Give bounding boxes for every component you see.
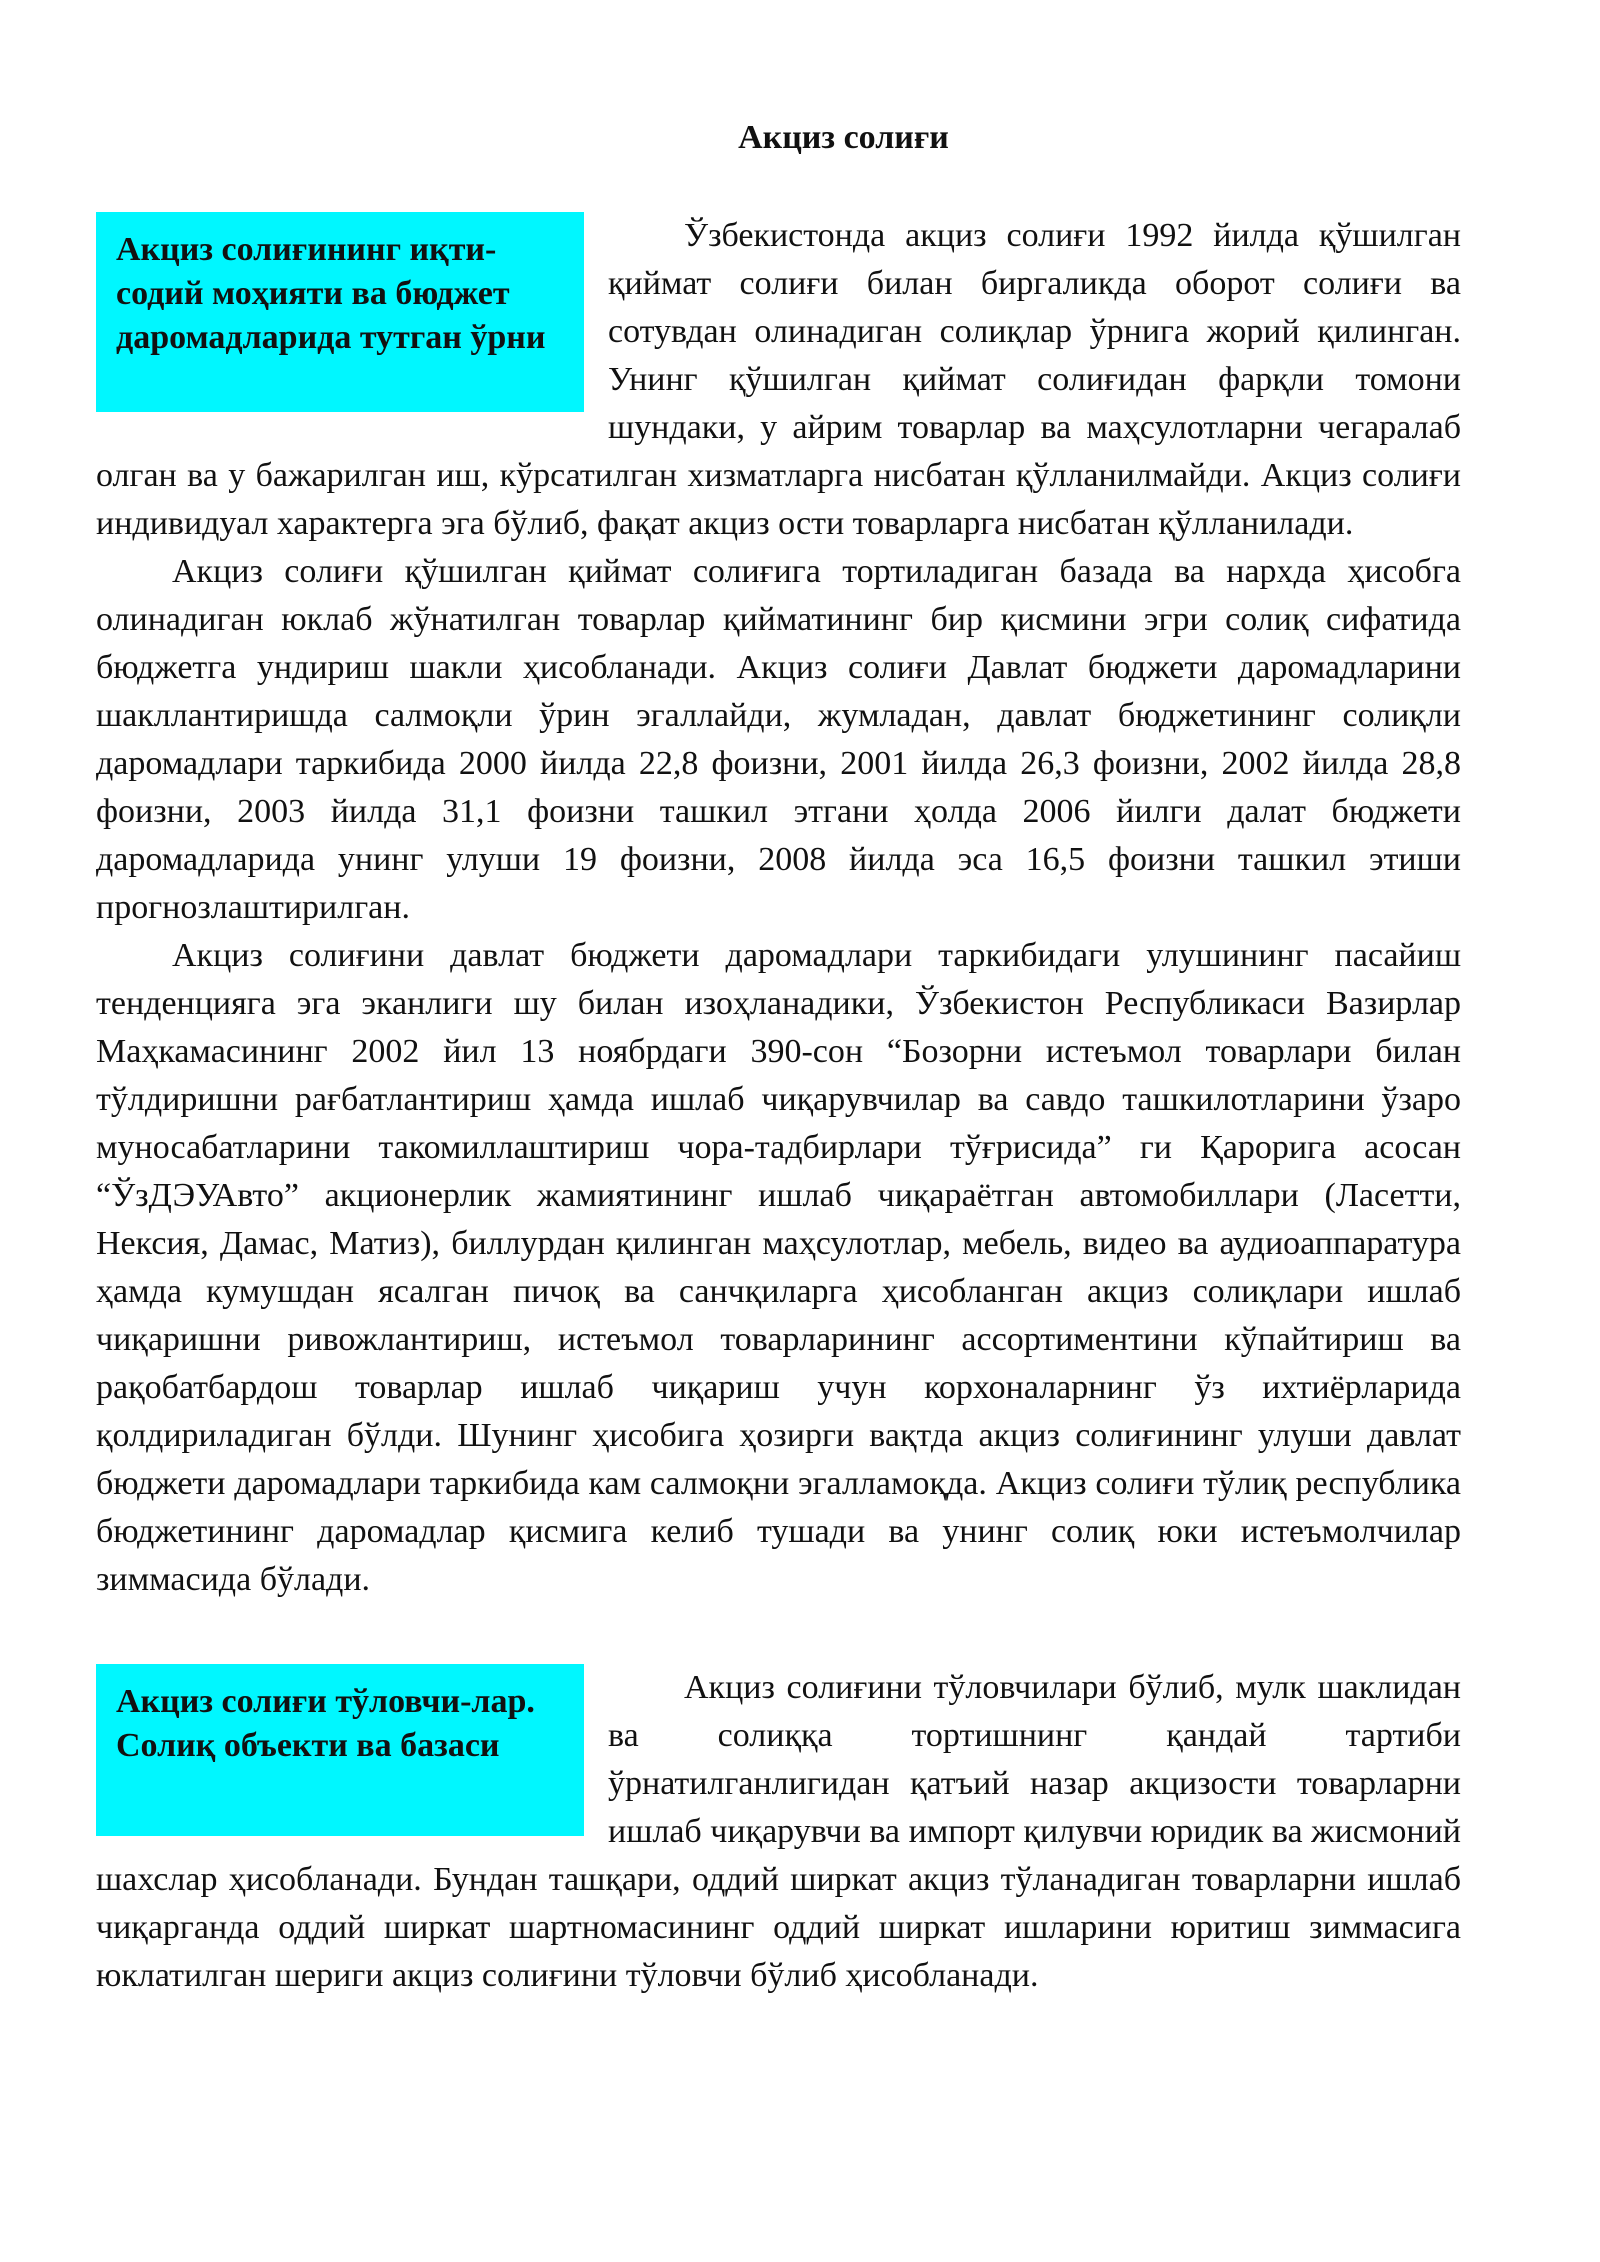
paragraph: Акциз солиғи қўшилган қиймат солиғига тортиладиган базада ва нархда ҳисобга олинадиган юклаб жўнатилган товарлар қийматининг бир қисмини эгри солиқ сифатида бюджетга ундириш шакли ҳисобланади. Акциз солиғи Давлат бюджети даромадларини шакллантиришда салмоқли ўрин эгаллайди, жумладан, давлат бюджетининг солиқли даромадлари таркибида 2000 йилда 22,8 фоизни, 2001 йилда 26,3 фоизни, 2002 йилда 28,8 фоизни, 2003 йилда 31,1 фоизни ташкил этгани ҳолда 2006 йилги далат бюджети даромадларида унинг улуши 19 фоизни, 2008 йилда эса 16,5 фоизни ташкил этиши прогнозлаштирилган. — [96, 553, 1461, 926]
paragraph: Акциз солиғини тўловчилари бўлиб, мулк шаклидан ва солиққа тортишнинг қандай тартиби ўрнатилганлигидан қатъий назар акцизости товарларни ишлаб чиқарувчи ва импорт қилувчи юридик ва жисмоний шахслар ҳисобланади. Бундан ташқари, оддий ширкат акциз тўланадиган товарларни ишлаб чиқарганда оддий ширкат шартномасининг оддий ширкат ишларини юритиш зиммасига юклатилган шериги акциз солиғини тўловчи бўлиб ҳисобланади. — [96, 1669, 1461, 1994]
section-payers — [96, 1664, 1461, 2000]
paragraph: Ўзбекистонда акциз солиғи 1992 йилда қўшилган қиймат солиғи билан биргаликда оборот солиғи ва сотувдан олинадиган солиқлар ўрнига жорий қилинган. Унинг қўшилган қиймат солиғидан фарқли томони шундаки, у айрим товарлар ва маҳсулотларни чегаралаб олган ва у бажарилган иш, кўрсатилган хизматларга нисбатан қўлланилмайди. Акциз солиғи индивидуал характерга эга бўлиб, фақат акциз ости товарларга нисбатан қўлланилади. — [96, 217, 1461, 542]
section-heading-box: Акциз солиғининг иқти-содий моҳияти ва бюджет даромадларида тутган ўрни — [96, 212, 584, 412]
section-heading-box: Акциз солиғи тўловчи-лар. Солиқ объекти ва базаси — [96, 1664, 584, 1836]
paragraph: Акциз солиғини давлат бюджети даромадлари таркибидаги улушининг пасайиш тенденцияга эга эканлиги шу билан изоҳланадики, Ўзбекистон Республикаси Вазирлар Маҳкамасининг 2002 йил 13 ноябрдаги 390-сон “Бозорни истеъмол товарлари билан тўлдиришни рағбатлантириш ҳамда ишлаб чиқарувчилар ва савдо ташкилотларини ўзаро муносабатларини такомиллаштириш чора-тадбирлари тўғрисида” ги Қарорига асосан “ЎзДЭУАвто” акционерлик жамиятининг ишлаб чиқараётган автомобиллари (Ласетти, Нексия, Дамас, Матиз), биллурдан қилинган маҳсулотлар, мебель, видео ва аудиоаппаратура ҳамда кумушдан ясалган пичоқ ва санчқиларга ҳисобланган акциз солиқлари ишлаб чиқаришни ривожлантириш, истеъмол товарларининг ассортиментини кўпайтириш ва рақобатбардош товарлар ишлаб чиқариш учун корхоналарнинг ўз ихтиёрларида қолдириладиган бўлди. Шунинг ҳисобига ҳозирги вақтда акциз солиғининг улуши давлат бюджети даромадлари таркибида кам салмоқни эгалламоқда. Акциз солиғи тўлиқ республика бюджетининг даромадлар қисмига келиб тушади ва унинг солиқ юки истеъмолчилар зиммасида бўлади. — [96, 937, 1461, 1598]
page-title: Акциз солиғи — [738, 119, 949, 156]
section-divider — [96, 1604, 1461, 1664]
section-economic-essence — [96, 212, 1461, 1604]
